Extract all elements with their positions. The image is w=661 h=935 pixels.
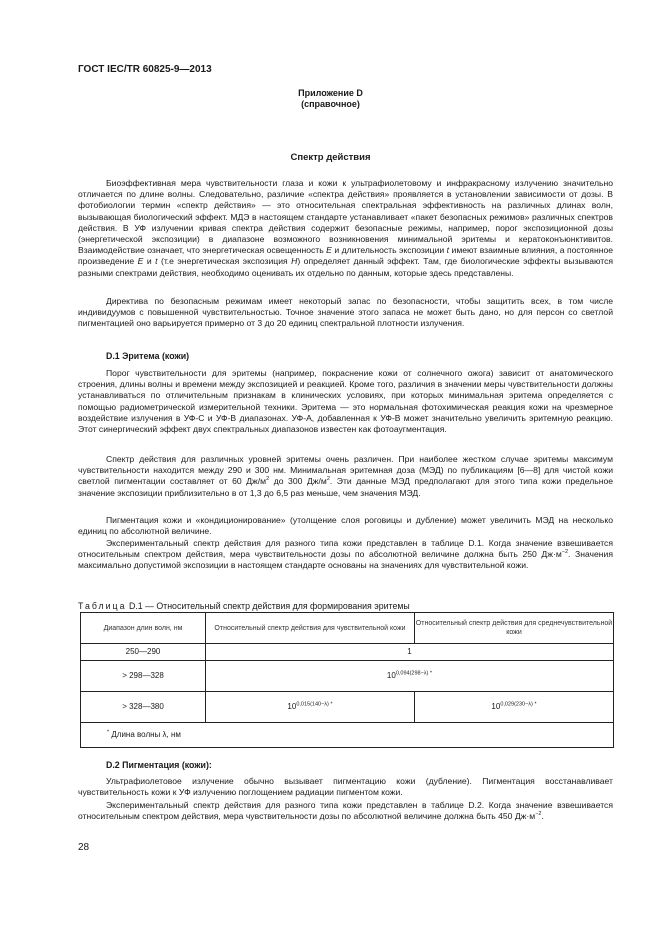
intro-paragraph-1: Биоэффективная мера чувствительности глаза и кожи к ультрафиолетовому и инфракрасному излучению значительно отличается по длине волны. Следовательно, различие «спектра действия» проявляется в установлении зависимости от дозы. В фотобиологии термин «спектр действия» — это относительная спектральная эффективность на различных длинах волн, вызывающая биологический эффект. МДЭ в настоящем стандарте устанавливает «пакет безопасных режимов» различных спектров действия. В УФ излучении кривая спектра действия содержит безопасные режимы, например, порог экспозиционной дозы (энергетической экспозиции) в диапазоне возможного возникновения минимальной эритемы и кератоконъюнктивитов. Взаимодействие означает, что энергетическая освещенность E и длительность экспозиции t имеют взаимные влияния, а постоянное произведение E и t (т.е энергетическая экспозиция H) определяет данный эффект. Там, где биологические эффекты вызываются разными спектрами действия, необходимо оценивать их отдельно по данным, которые здесь представлены.	[78, 178, 614, 278]
row-range: > 328—380	[81, 692, 206, 723]
page-number: 28	[78, 842, 90, 853]
standard-header: ГОСТ IEC/TR 60825-9—2013	[78, 64, 212, 75]
table-caption: Таблица D.1 — Относительный спектр действия для формирования эритемы	[78, 601, 410, 611]
d1-paragraph-2: Спектр действия для различных уровней эритемы очень различен. При наиболее жестком случае эритемы максимум чувствительности находится между 290 и 300 нм. Минимальная эритемная доза (МЭД) по публикациям [6—8] для чистой кожи светлой пигментации составляет от 60 $Дж/м^2$ до 300 $Дж/м^2$. Эти данные МЭД предполагают для этого типа кожи предельное значение экспозиции приблизительно в от 1,3 до 6,5 раз меньше, чем значения МЭД.	[78, 454, 614, 498]
d1-paragraph-4: Экспериментальный спектр действия для разного типа кожи представлен в таблице D.1. Когда значение взвешивается относительным спектром действия, мера чувствительности дозы по абсолютной величине должна быть 250 $Дж\cdot м^{-2}$. Значения максимально допустимой экспозиции в настоящем стандарте основаны на значениях для чувствительной кожи.	[78, 538, 614, 571]
intro-paragraph-2: Директива по безопасным режимам имеет некоторый запас по безопасности, чтобы защитить всех, в том числе индивидуумов с повышенной чувствительностью. Точное значение этого запаса не может быть дано, но для персон со светлой пигментацией оно варьируется примерно от 3 до 20 единиц спектральной плотности излучения.	[78, 296, 613, 329]
d2-heading: D.2 Пигментация (кожи):	[106, 760, 212, 770]
header-sensitive: Относительный спектр действия для чувствительной кожи	[206, 613, 415, 644]
header-wavelength: Диапазон длин волн, нм	[81, 613, 206, 644]
table-header-row	[81, 613, 614, 644]
d1-paragraph-1: Порог чувствительности для эритемы (например, покраснение кожи от солнечного ожога) зависит от анатомического строения, длины волны и времени между экспозицией и реакцией. Кроме того, различия в значении меры чувствительности должны устанавливаться по отличительным признакам в клинических условиях, при которых минимальная эритема определяется с помощью радиометрической измерительной техники. Эритема — это нормальная фотохимическая реакция кожи на чрезмерное воздействие излучения в УФ-С и УФ-В диапазонах. УФ-А, добавленная к УФ-В может значительно увеличить эритемную реакцию. Этот синергический эффект двух спектральных диапазонов известен как фотоаугментация.	[78, 368, 613, 435]
row-value: $10^{0,094(298-\lambda) *}$	[206, 661, 614, 692]
header-medium: Относительный спектр действия для среднечувствительной кожи	[415, 613, 614, 644]
annex-title: Приложение D	[298, 88, 363, 98]
row-value: 1	[206, 644, 614, 661]
table-footnote-row	[81, 723, 614, 748]
d2-paragraph-2: Экспериментальный спектр действия для разного типа кожи представлен в таблице D.2. Когда значение взвешивается относительным спектром действия, мера чувствительности дозы по абсолютной величине должна быть 450 $Дж\cdot м^{-2}$.	[78, 800, 613, 822]
d2-paragraph-1: Ультрафиолетовое излучение обычно вызывает пигментацию кожи (дубление). Пигментация восстанавливает чувствительность кожи к УФ излучению поглощением радиации пигментом кожи.	[78, 776, 613, 798]
d1-heading: D.1 Эритема (кожи)	[106, 351, 190, 361]
row-range: > 298—328	[81, 661, 206, 692]
table-row	[81, 644, 614, 661]
row-range: 250—290	[81, 644, 206, 661]
table-row	[81, 692, 614, 723]
section-title: Спектр действия	[290, 152, 371, 163]
table-row	[81, 661, 614, 692]
d1-paragraph-3: Пигментация кожи и «кондиционирование» (утолщение слоя роговицы и дубление) может увеличить МЭД на несколько единиц по абсолютной величине.	[78, 515, 613, 537]
table-footnote: * Длина волны λ, нм	[81, 723, 614, 748]
row-value-medium: $10^{0,029(230-\lambda) *}$	[415, 692, 614, 723]
annex-subtitle: (справочное)	[301, 99, 360, 109]
table-d1	[80, 612, 614, 748]
row-value-sensitive: $10^{0,015(140-\lambda) *}$	[206, 692, 415, 723]
